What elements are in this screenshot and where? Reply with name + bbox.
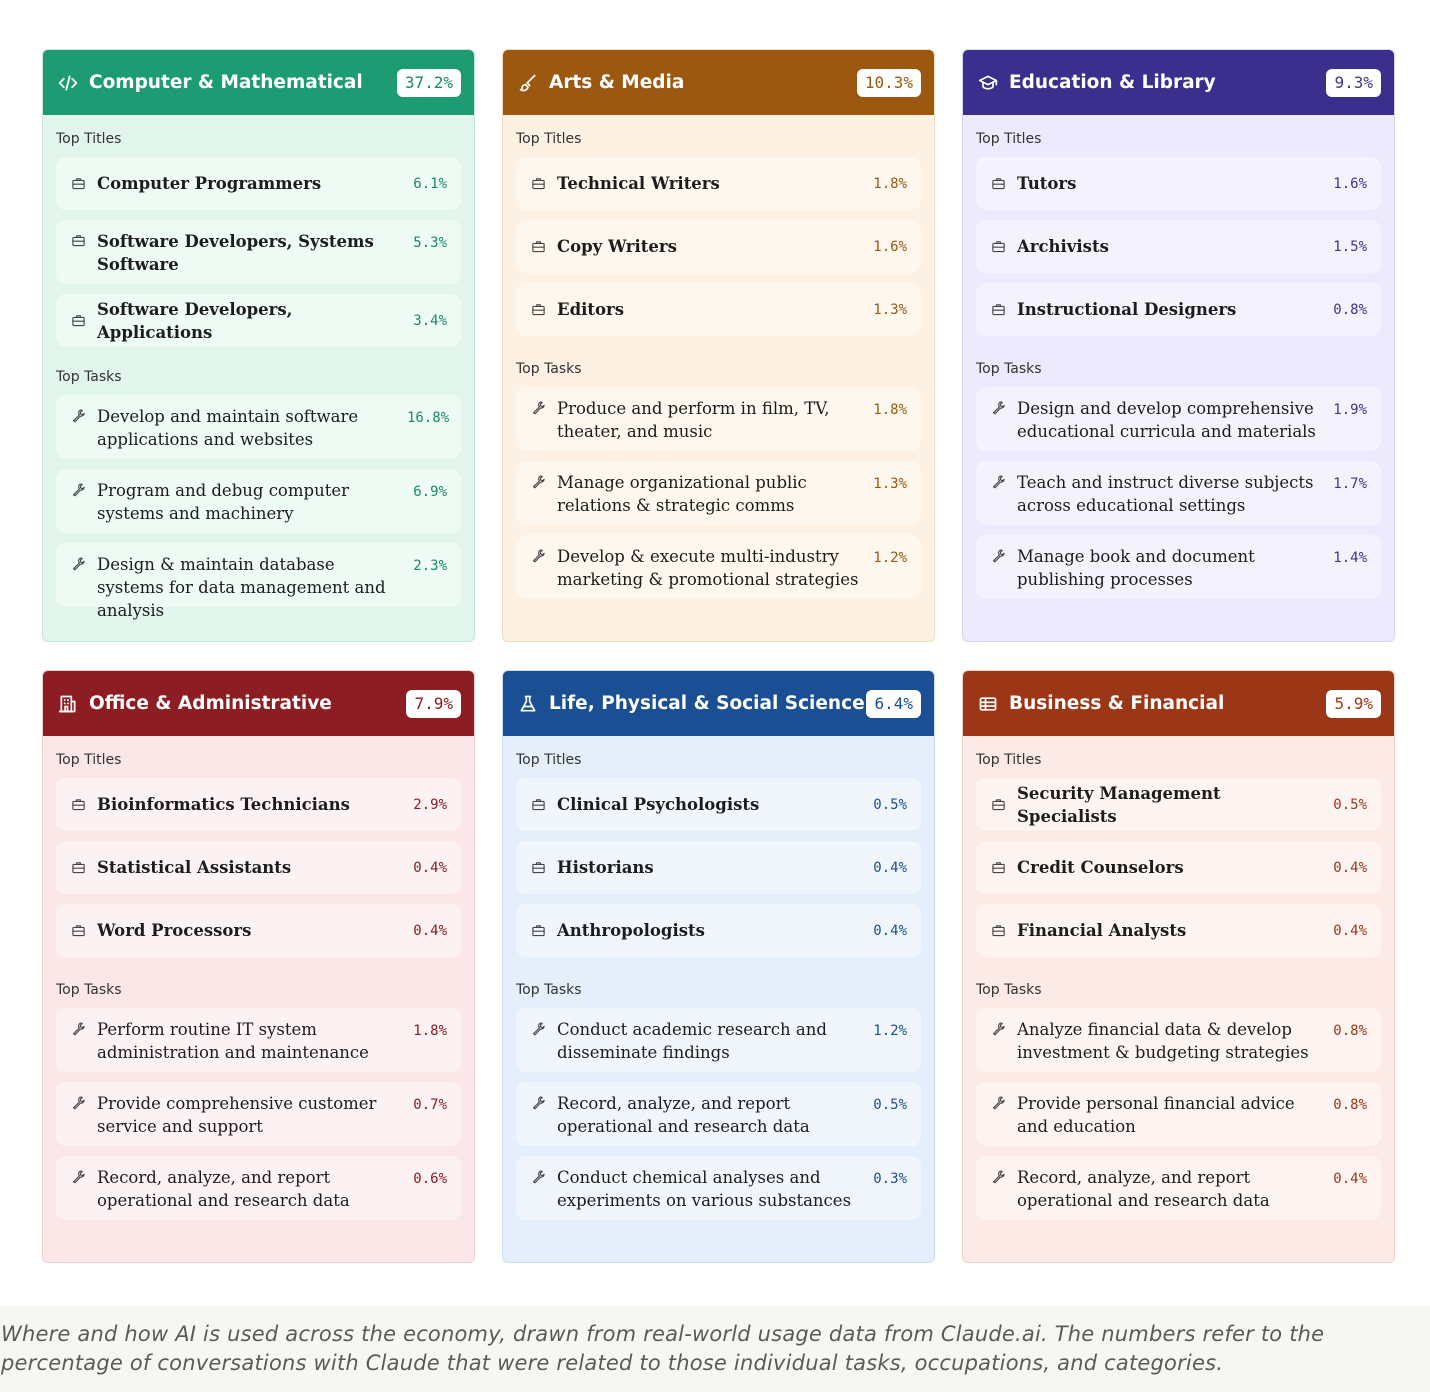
item-label: Archivists — [1017, 237, 1109, 256]
title-item — [56, 220, 461, 284]
card-title: Computer & Mathematical — [89, 72, 363, 93]
card-body — [43, 115, 474, 620]
card-title: Office & Administrative — [89, 693, 332, 714]
task-item — [516, 1156, 921, 1220]
briefcase-icon — [990, 239, 1006, 255]
wrench-icon — [990, 473, 1006, 489]
item-label: Record, analyze, and report operational and research data — [1017, 1168, 1270, 1210]
tasks-section-label: Top Tasks — [56, 982, 122, 998]
tasks-list — [976, 1008, 1381, 1220]
title-item — [56, 157, 461, 210]
item-label: Credit Counselors — [1017, 858, 1184, 877]
card-header — [963, 671, 1394, 736]
item-percent: 0.4% — [873, 859, 907, 876]
item-label: Conduct academic research and disseminate findings — [557, 1020, 827, 1062]
task-item — [976, 1008, 1381, 1072]
item-percent: 0.5% — [873, 796, 907, 813]
titles-list — [976, 157, 1381, 336]
tasks-section-label: Top Tasks — [976, 982, 1042, 998]
task-item — [976, 387, 1381, 451]
item-percent: 0.5% — [873, 1097, 907, 1113]
item-percent: 0.4% — [1333, 1171, 1367, 1187]
item-percent: 2.9% — [413, 796, 447, 813]
item-percent: 0.5% — [1333, 796, 1367, 813]
wrench-icon — [990, 1094, 1006, 1110]
wrench-icon — [990, 1020, 1006, 1036]
card-body — [43, 736, 474, 1220]
item-label: Security Management Specialists — [1017, 783, 1221, 826]
tasks-list — [516, 1008, 921, 1220]
category-card-business — [962, 670, 1395, 1263]
item-percent: 0.4% — [1333, 859, 1367, 876]
item-percent: 1.4% — [1333, 550, 1367, 566]
wrench-icon — [70, 407, 86, 423]
titles-section-label: Top Titles — [56, 131, 122, 147]
card-body — [963, 115, 1394, 599]
task-item — [976, 535, 1381, 599]
briefcase-icon — [530, 797, 546, 813]
title-item — [976, 778, 1381, 831]
card-header — [43, 671, 474, 736]
item-percent: 0.3% — [873, 1171, 907, 1187]
category-card-science — [502, 670, 935, 1263]
card-header — [43, 50, 474, 115]
title-item — [976, 220, 1381, 273]
titles-list — [976, 778, 1381, 957]
item-percent: 1.8% — [873, 175, 907, 192]
card-title: Business & Financial — [1009, 693, 1225, 714]
item-percent: 1.3% — [873, 301, 907, 318]
briefcase-icon — [70, 860, 86, 876]
category-percent-badge: 7.9% — [406, 690, 461, 718]
item-percent: 0.7% — [413, 1097, 447, 1113]
task-item — [56, 1008, 461, 1072]
task-item — [976, 1156, 1381, 1220]
briefcase-icon — [70, 232, 86, 248]
item-percent: 1.2% — [873, 1023, 907, 1039]
wrench-icon — [70, 1020, 86, 1036]
category-grid — [42, 49, 1394, 1263]
figure-caption: Where and how AI is used across the economy, drawn from real-world usage data from Claude.ai. The numbers refer to the percentage of conversations with Claude that were related to those individual tasks, occupations, and categories. — [0, 1306, 1430, 1392]
task-item — [56, 543, 461, 620]
item-label: Tutors — [1017, 174, 1077, 193]
briefcase-icon — [70, 797, 86, 813]
wrench-icon — [990, 547, 1006, 563]
item-percent: 0.8% — [1333, 1097, 1367, 1113]
wrench-icon — [990, 1168, 1006, 1184]
task-item — [56, 1082, 461, 1146]
section-spacer — [56, 957, 461, 982]
ledger-icon — [977, 693, 999, 715]
item-percent: 0.6% — [413, 1171, 447, 1187]
briefcase-icon — [990, 797, 1006, 813]
item-label: Develop and maintain software applications and websites — [97, 407, 359, 449]
card-body — [963, 736, 1394, 1220]
item-percent: 3.4% — [413, 312, 447, 329]
wrench-icon — [70, 481, 86, 497]
title-item — [516, 904, 921, 957]
briefcase-icon — [70, 313, 86, 329]
section-spacer — [976, 957, 1381, 982]
task-item — [516, 1082, 921, 1146]
title-item — [516, 157, 921, 210]
item-label: Conduct chemical analyses and experiments on various substances — [557, 1168, 852, 1210]
briefcase-icon — [70, 923, 86, 939]
briefcase-icon — [70, 176, 86, 192]
titles-list — [516, 157, 921, 336]
briefcase-icon — [530, 176, 546, 192]
graduation-cap-icon — [977, 72, 999, 94]
wrench-icon — [70, 1094, 86, 1110]
category-card-education — [962, 49, 1395, 642]
item-label: Analyze financial data & develop investment & budgeting strategies — [1017, 1020, 1309, 1062]
item-percent: 1.8% — [873, 402, 907, 418]
card-header — [503, 671, 934, 736]
card-title: Education & Library — [1009, 72, 1216, 93]
section-spacer — [56, 347, 461, 369]
category-percent-badge: 6.4% — [866, 690, 921, 718]
task-item — [516, 461, 921, 525]
titles-section-label: Top Titles — [516, 752, 582, 768]
tasks-list — [56, 1008, 461, 1220]
item-percent: 6.1% — [413, 175, 447, 192]
task-item — [56, 395, 461, 459]
task-item — [516, 1008, 921, 1072]
category-percent-badge: 5.9% — [1326, 690, 1381, 718]
title-item — [976, 283, 1381, 336]
tasks-list — [976, 387, 1381, 599]
item-percent: 1.5% — [1333, 238, 1367, 255]
task-item — [976, 461, 1381, 525]
item-percent: 1.2% — [873, 550, 907, 566]
item-percent: 1.9% — [1333, 402, 1367, 418]
flask-icon — [517, 693, 539, 715]
item-label: Anthropologists — [557, 921, 705, 940]
tasks-section-label: Top Tasks — [516, 361, 582, 377]
item-label: Perform routine IT system administration and maintenance — [97, 1020, 369, 1062]
item-label: Teach and instruct diverse subjects across educational settings — [1017, 473, 1314, 515]
task-item — [516, 387, 921, 451]
item-percent: 2.3% — [413, 558, 447, 574]
title-item — [56, 841, 461, 894]
item-percent: 1.6% — [873, 238, 907, 255]
title-item — [976, 841, 1381, 894]
category-percent-badge: 10.3% — [857, 69, 921, 97]
item-percent: 16.8% — [407, 410, 450, 426]
item-label: Design and develop comprehensive educational curricula and materials — [1017, 399, 1316, 441]
item-label: Editors — [557, 300, 624, 319]
briefcase-icon — [990, 860, 1006, 876]
wrench-icon — [530, 399, 546, 415]
item-label: Design & maintain database systems for data management and analysis — [97, 555, 386, 620]
item-label: Financial Analysts — [1017, 921, 1187, 940]
item-percent: 1.6% — [1333, 175, 1367, 192]
title-item — [56, 778, 461, 831]
item-label: Software Developers, Applications — [97, 299, 293, 342]
titles-section-label: Top Titles — [976, 131, 1042, 147]
wrench-icon — [990, 399, 1006, 415]
tasks-section-label: Top Tasks — [56, 369, 122, 385]
item-percent: 0.4% — [1333, 922, 1367, 939]
item-percent: 0.8% — [1333, 1023, 1367, 1039]
section-spacer — [516, 336, 921, 361]
title-item — [516, 220, 921, 273]
card-header — [963, 50, 1394, 115]
wrench-icon — [530, 473, 546, 489]
title-item — [976, 157, 1381, 210]
title-item — [516, 841, 921, 894]
item-label: Program and debug computer systems and machinery — [97, 481, 349, 523]
item-label: Bioinformatics Technicians — [97, 795, 350, 814]
item-percent: 5.3% — [413, 235, 447, 251]
wrench-icon — [530, 1020, 546, 1036]
task-item — [976, 1082, 1381, 1146]
item-percent: 6.9% — [413, 484, 447, 500]
title-item — [516, 778, 921, 831]
task-item — [56, 1156, 461, 1220]
card-title: Arts & Media — [549, 72, 685, 93]
section-spacer — [516, 957, 921, 982]
item-percent: 0.8% — [1333, 301, 1367, 318]
category-card-office — [42, 670, 475, 1263]
briefcase-icon — [990, 302, 1006, 318]
titles-list — [56, 778, 461, 957]
card-title: Life, Physical & Social Science — [549, 693, 865, 714]
title-item — [56, 294, 461, 347]
item-percent: 1.7% — [1333, 476, 1367, 492]
briefcase-icon — [990, 923, 1006, 939]
item-label: Computer Programmers — [97, 174, 322, 193]
item-percent: 0.4% — [873, 922, 907, 939]
item-percent: 0.4% — [413, 859, 447, 876]
task-item — [516, 535, 921, 599]
category-card-computer — [42, 49, 475, 642]
card-header — [503, 50, 934, 115]
briefcase-icon — [530, 302, 546, 318]
item-label: Instructional Designers — [1017, 300, 1237, 319]
briefcase-icon — [530, 239, 546, 255]
titles-section-label: Top Titles — [976, 752, 1042, 768]
item-label: Statistical Assistants — [97, 858, 292, 877]
title-item — [56, 904, 461, 957]
item-label: Copy Writers — [557, 237, 677, 256]
title-item — [976, 904, 1381, 957]
building-icon — [57, 693, 79, 715]
tasks-list — [516, 387, 921, 599]
code-icon — [57, 72, 79, 94]
wrench-icon — [530, 547, 546, 563]
category-percent-badge: 9.3% — [1326, 69, 1381, 97]
tasks-section-label: Top Tasks — [516, 982, 582, 998]
item-label: Produce and perform in film, TV, theater, and music — [557, 399, 830, 441]
item-percent: 1.8% — [413, 1023, 447, 1039]
tasks-section-label: Top Tasks — [976, 361, 1042, 377]
wrench-icon — [530, 1094, 546, 1110]
item-label: Software Developers, Systems Software — [97, 232, 374, 274]
wrench-icon — [70, 1168, 86, 1184]
item-label: Word Processors — [97, 921, 252, 940]
item-label: Manage organizational public relations & strategic comms — [557, 473, 807, 515]
titles-section-label: Top Titles — [516, 131, 582, 147]
item-label: Clinical Psychologists — [557, 795, 760, 814]
card-body — [503, 115, 934, 599]
titles-section-label: Top Titles — [56, 752, 122, 768]
item-label: Provide comprehensive customer service and support — [97, 1094, 377, 1136]
item-label: Provide personal financial advice and education — [1017, 1094, 1295, 1136]
titles-list — [516, 778, 921, 957]
item-percent: 1.3% — [873, 476, 907, 492]
briefcase-icon — [530, 923, 546, 939]
task-item — [56, 469, 461, 533]
card-body — [503, 736, 934, 1220]
category-percent-badge: 37.2% — [397, 69, 461, 97]
item-percent: 0.4% — [413, 922, 447, 939]
title-item — [516, 283, 921, 336]
briefcase-icon — [990, 176, 1006, 192]
item-label: Historians — [557, 858, 654, 877]
section-spacer — [976, 336, 1381, 361]
item-label: Record, analyze, and report operational and research data — [557, 1094, 810, 1136]
titles-list — [56, 157, 461, 347]
brush-icon — [517, 72, 539, 94]
tasks-list — [56, 395, 461, 620]
item-label: Manage book and document publishing processes — [1017, 547, 1255, 589]
item-label: Develop & execute multi-industry marketing & promotional strategies — [557, 547, 859, 589]
item-label: Record, analyze, and report operational and research data — [97, 1168, 350, 1210]
wrench-icon — [70, 555, 86, 571]
item-label: Technical Writers — [557, 174, 720, 193]
category-card-arts — [502, 49, 935, 642]
wrench-icon — [530, 1168, 546, 1184]
briefcase-icon — [530, 860, 546, 876]
